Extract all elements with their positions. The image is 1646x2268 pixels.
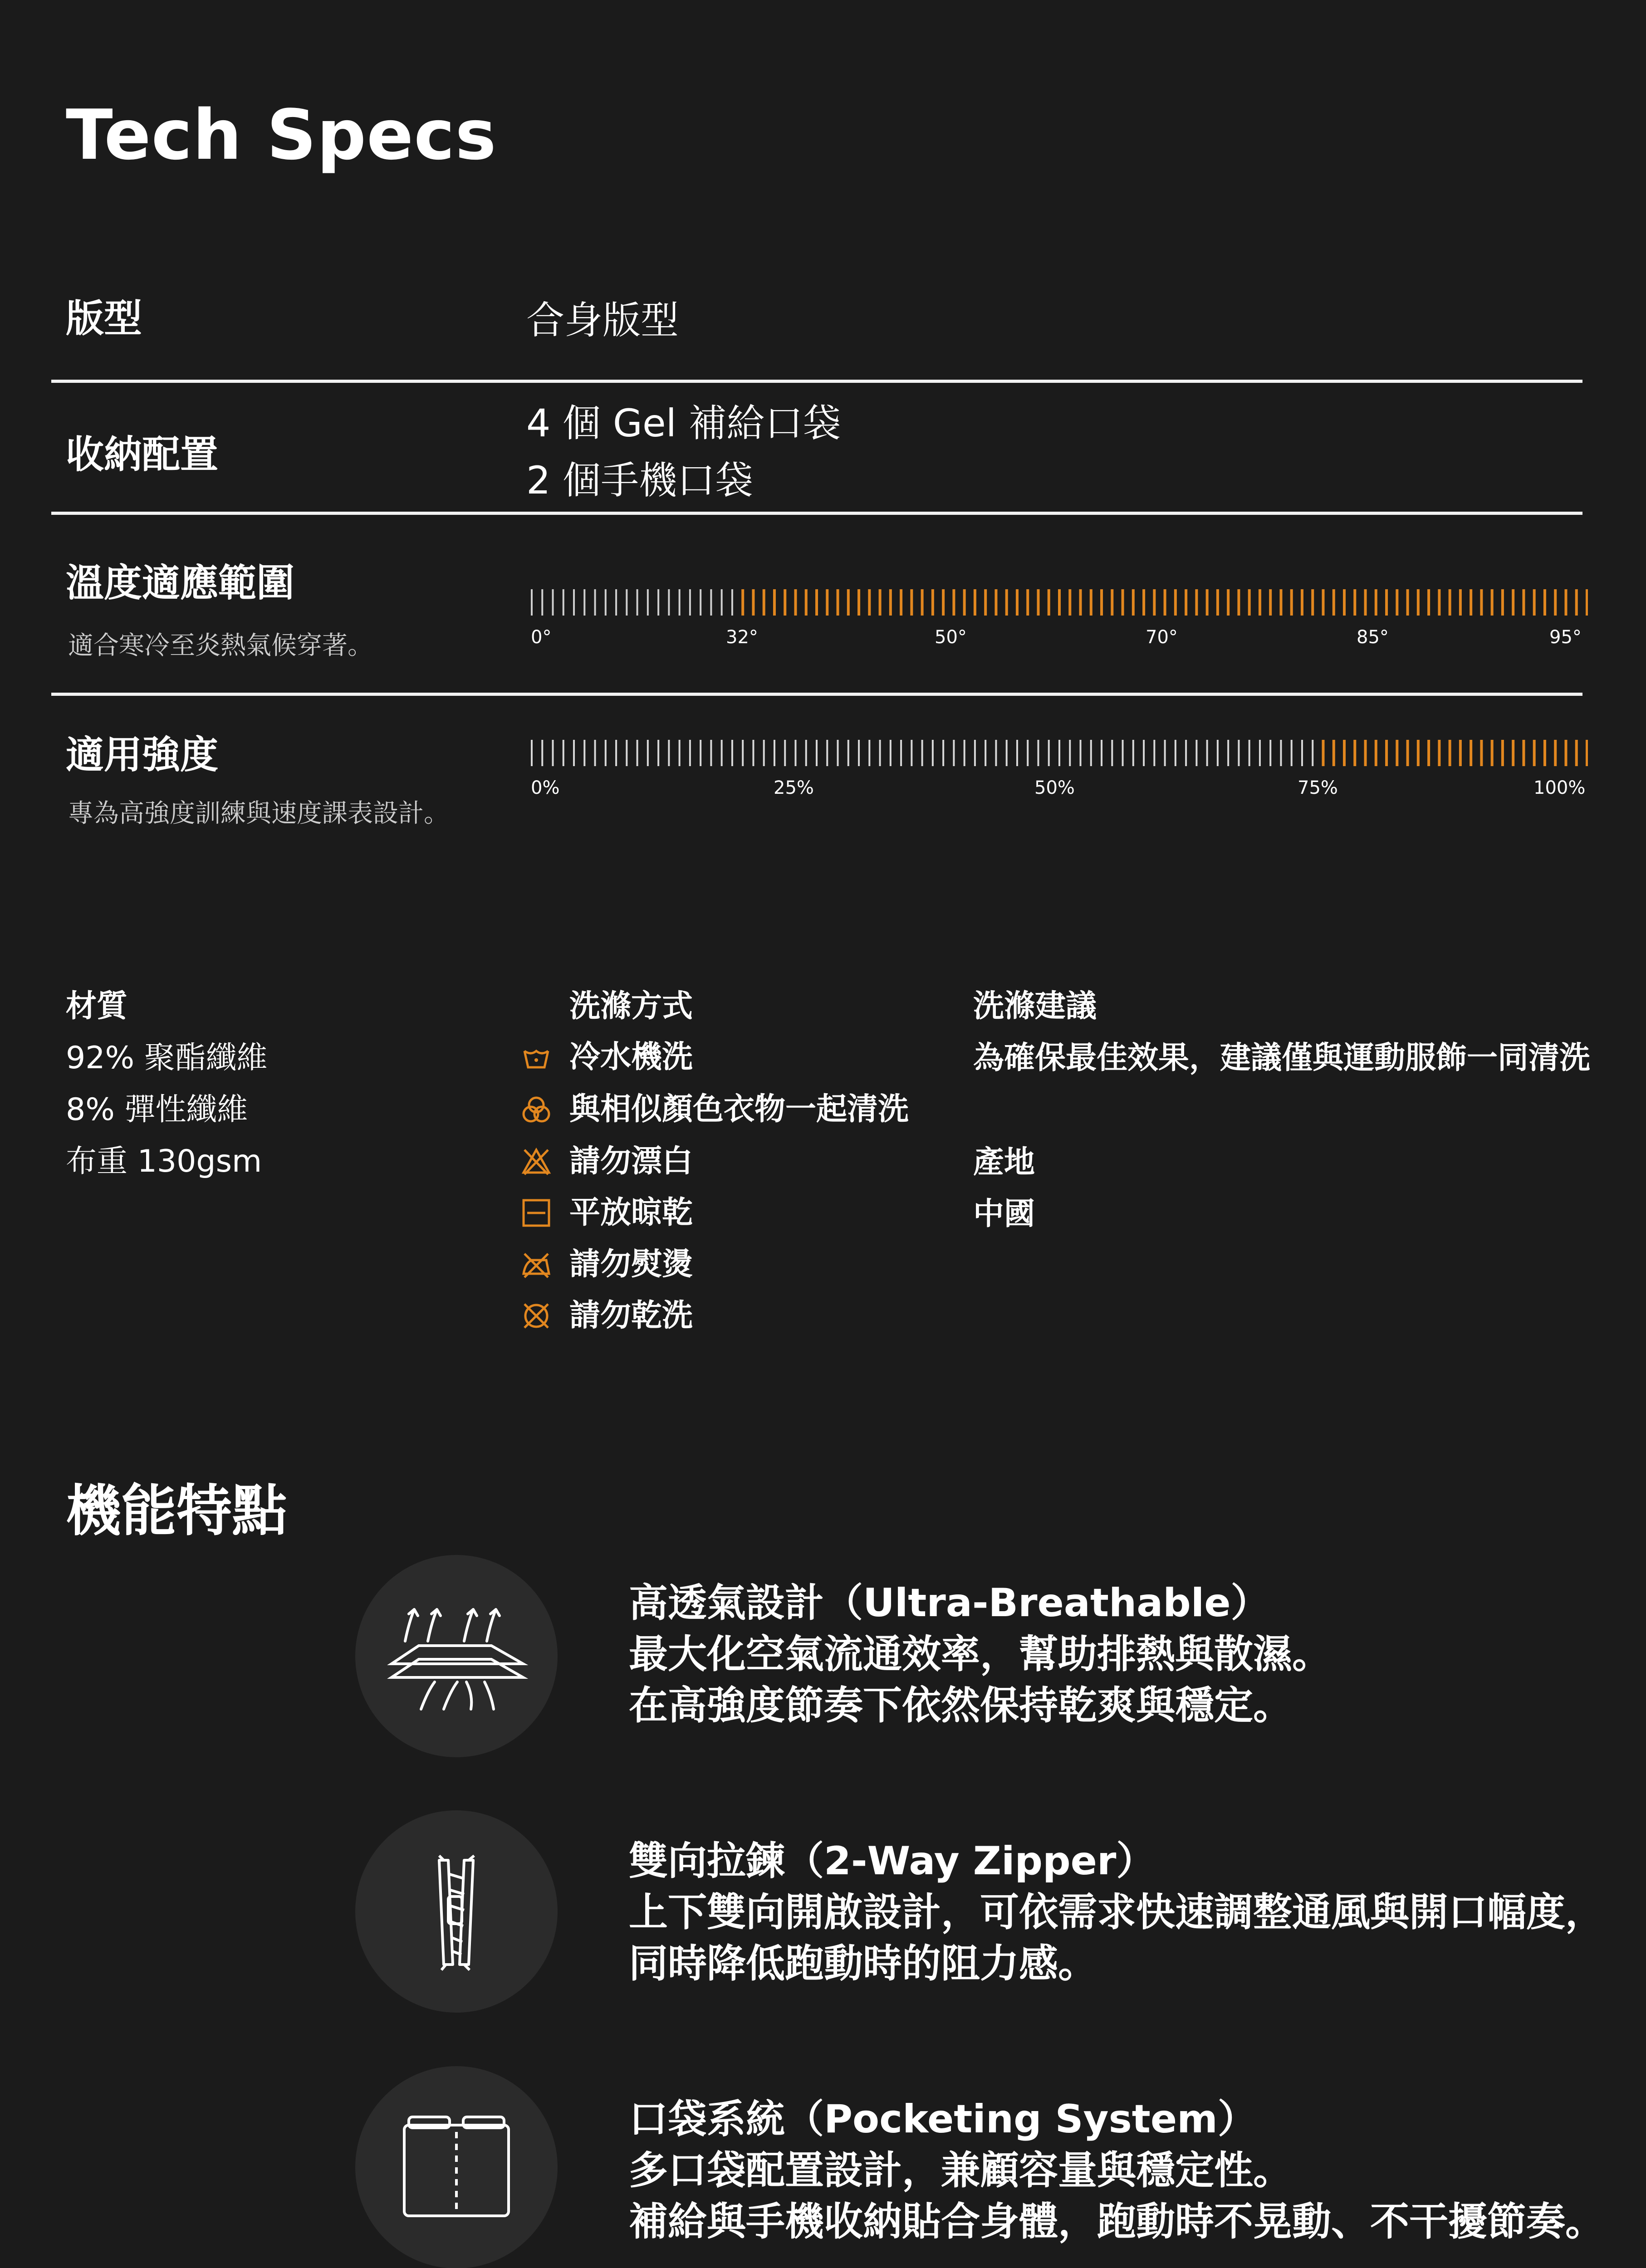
no-bleach-icon — [521, 1146, 552, 1177]
feature-description-line: 多口袋配置設計，兼顧容量與穩定性。 — [629, 2148, 1292, 2193]
storage-label: 收納配置 — [66, 432, 219, 477]
temperature-scale-label: 50° — [935, 627, 967, 648]
advice-section — [973, 988, 1591, 1232]
no-iron-icon — [521, 1249, 552, 1280]
material-line: 布重 130gsm — [66, 1144, 262, 1179]
breathable-airflow-icon — [355, 1555, 558, 1757]
divider — [51, 693, 1582, 696]
feature-text — [629, 1578, 1331, 1731]
temperature-ticks — [531, 587, 1588, 617]
origin-value: 中國 — [973, 1196, 1035, 1232]
intensity-scale-label: 100% — [1533, 777, 1586, 798]
no-dry-clean-icon — [521, 1300, 552, 1331]
temperature-scale-label: 32° — [726, 627, 758, 648]
care-item-label: 冷水機洗 — [569, 1039, 693, 1075]
material-line: 92% 聚酯纖維 — [66, 1040, 268, 1076]
feature-description-line: 上下雙向開啟設計，可依需求快速調整通風與開口幅度， — [629, 1890, 1604, 1935]
divider — [51, 512, 1582, 515]
origin-heading: 產地 — [973, 1144, 1035, 1180]
intensity-gauge — [531, 738, 1588, 802]
similar-colors-icon — [521, 1094, 552, 1125]
fit-value: 合身版型 — [526, 298, 679, 342]
intensity-ticks — [531, 738, 1588, 768]
intensity-scale-label: 25% — [774, 777, 814, 798]
features-heading: 機能特點 — [66, 1479, 287, 1543]
feature-title: 口袋系統（Pocketing System） — [629, 2097, 1257, 2142]
feature-text — [629, 1836, 1604, 1989]
temperature-note: 適合寒冷至炎熱氣候穿著。 — [68, 631, 373, 660]
temperature-scale-label: 85° — [1357, 627, 1389, 648]
care-item-label: 請勿漂白 — [569, 1144, 693, 1179]
care-item-label: 請勿乾洗 — [569, 1298, 693, 1334]
intensity-scale-label: 50% — [1034, 777, 1075, 798]
storage-line: 4 個 Gel 補給口袋 — [526, 401, 841, 445]
temperature-gauge — [531, 587, 1588, 651]
feature-description-line: 補給與手機收納貼合身體，跑動時不晃動、不干擾節奏。 — [629, 2199, 1604, 2244]
advice-heading: 洗滌建議 — [973, 988, 1097, 1024]
cold-wash-icon — [521, 1042, 552, 1073]
intensity-note: 專為高強度訓練與速度課表設計。 — [68, 799, 449, 828]
fit-label: 版型 — [66, 296, 142, 341]
feature-description-line: 最大化空氣流通效率，幫助排熱與散濕。 — [629, 1632, 1331, 1677]
storage-line: 2 個手機口袋 — [526, 458, 754, 503]
dry-flat-icon — [521, 1198, 552, 1228]
material-heading: 材質 — [66, 988, 128, 1024]
feature-icon-badge — [355, 1810, 558, 2013]
care-heading: 洗滌方式 — [569, 988, 693, 1024]
temperature-scale-label: 70° — [1146, 627, 1178, 648]
feature-title: 雙向拉鍊（2-Way Zipper） — [629, 1838, 1156, 1884]
feature-description-line: 在高強度節奏下依然保持乾爽與穩定。 — [629, 1683, 1292, 1728]
temperature-scale-label: 0° — [531, 627, 552, 648]
advice-text: 為確保最佳效果，建議僅與運動服飾一同清洗 — [973, 1040, 1591, 1076]
feature-icon-badge — [355, 2066, 558, 2268]
intensity-scale-label: 0% — [531, 777, 560, 798]
storage-values — [526, 395, 841, 509]
temperature-scale-label: 95° — [1549, 627, 1582, 648]
intensity-scale-label: 75% — [1298, 777, 1338, 798]
care-item-label: 請勿熨燙 — [569, 1246, 693, 1282]
intensity-label: 適用強度 — [66, 733, 219, 777]
feature-icon-badge — [355, 1555, 558, 1757]
care-item-label: 與相似顏色衣物一起清洗 — [569, 1091, 909, 1127]
divider — [51, 380, 1582, 383]
temperature-label: 溫度適應範圍 — [66, 561, 295, 605]
page-title: Tech Specs — [66, 95, 497, 175]
feature-description-line: 同時降低跑動時的阻力感。 — [629, 1941, 1097, 1986]
feature-text — [629, 2094, 1604, 2248]
feature-title: 高透氣設計（Ultra-Breathable） — [629, 1580, 1270, 1626]
material-section — [66, 988, 268, 1179]
care-item-label: 平放晾乾 — [569, 1195, 693, 1231]
two-way-zipper-icon — [355, 1810, 558, 2013]
pocket-system-icon — [355, 2066, 558, 2268]
material-line: 8% 彈性纖維 — [66, 1092, 248, 1128]
